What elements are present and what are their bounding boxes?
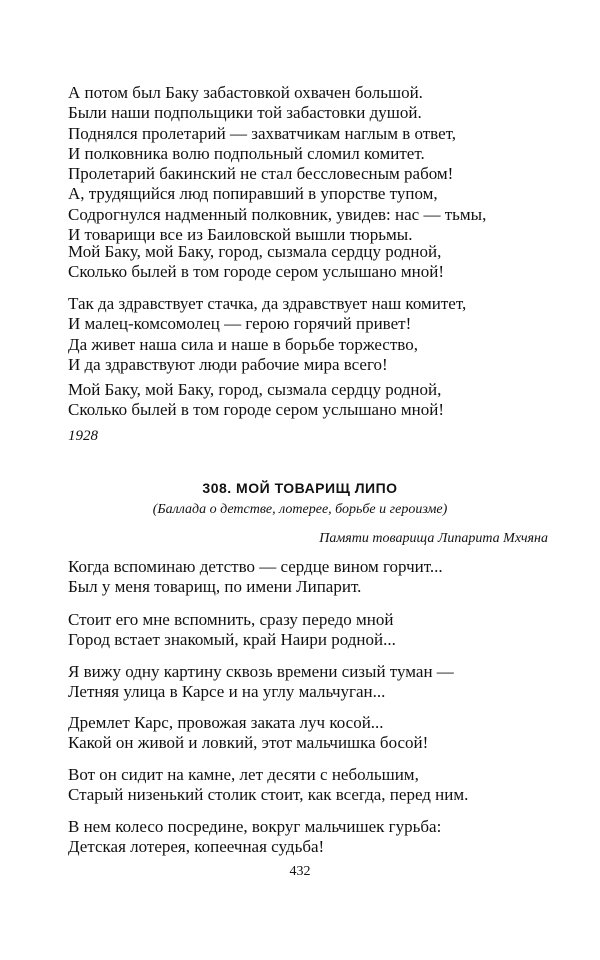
verse-line: Мой Баку, мой Баку, город, сызмала сердцу родной, <box>68 380 442 399</box>
verse-line: Я вижу одну картину сквозь времени сизый туман — <box>68 662 454 681</box>
verse-line: А потом был Баку забастовкой охвачен большой. <box>68 83 423 102</box>
ballad-stanza-3 <box>68 662 568 703</box>
verse-line: Стоит его мне вспомнить, сразу передо мной <box>68 610 394 629</box>
ballad-stanza-2 <box>68 610 568 651</box>
verse-line: И да здравствуют люди рабочие мира всего! <box>68 354 388 374</box>
poem-dedication: Памяти товарища Липарита Мхчяна <box>319 531 548 546</box>
poem-title: 308. МОЙ ТОВАРИЩ ЛИПО <box>202 480 398 496</box>
ballad-stanza-5 <box>68 765 568 806</box>
verse-line: Летняя улица в Карсе и на углу мальчуган... <box>68 682 386 702</box>
verse-line: Какой он живой и ловкий, этот мальчишка босой! <box>68 733 429 753</box>
verse-line: И товарищи все из Баиловской вышли тюрьмы. <box>68 225 413 245</box>
verse-line: Так да здравствует стачка, да здравствует наш комитет, <box>68 294 467 313</box>
stanza-1 <box>68 83 568 245</box>
verse-line: Вот он сидит на камне, лет десяти с небольшим, <box>68 765 419 784</box>
stanza-4 <box>68 380 568 421</box>
verse-line: Дремлет Карс, провожая заката луч косой... <box>68 713 384 732</box>
poem-year: 1928 <box>68 428 98 444</box>
stanza-3 <box>68 294 568 375</box>
ballad-stanza-1 <box>68 557 568 598</box>
verse-line: Старый низенький столик стоит, как всегда, перед ним. <box>68 785 469 805</box>
verse-line: Мой Баку, мой Баку, город, сызмала сердцу родной, <box>68 242 442 261</box>
verse-line: Пролетарий бакинский не стал бессловесным рабом! <box>68 164 454 184</box>
verse-line: И полковника волю подпольный сломил комитет. <box>68 143 425 163</box>
verse-line: Были наши подпольщики той забастовки душой. <box>68 103 422 123</box>
verse-line: Содрогнулся надменный полковник, увидев: нас — тьмы, <box>68 204 487 224</box>
verse-line: Сколько былей в том городе сером услышано мной! <box>68 262 445 282</box>
poem-subtitle: (Баллада о детстве, лотерее, борьбе и героизме) <box>152 502 448 517</box>
verse-line: А, трудящийся люд попиравший в упорстве тупом, <box>68 184 438 204</box>
verse-line: Когда вспоминаю детство — сердце вином горчит... <box>68 557 443 576</box>
ballad-stanza-6 <box>68 817 568 858</box>
verse-line: Сколько былей в том городе сером услышано мной! <box>68 400 445 420</box>
ballad-stanza-4 <box>68 713 568 754</box>
verse-line: Да живет наша сила и наше в борьбе торжество, <box>68 334 418 354</box>
verse-line: Детская лотерея, копеечная судьба! <box>68 837 325 857</box>
verse-line: Был у меня товарищ, по имени Липарит. <box>68 577 362 597</box>
verse-line: И малец-комсомолец — герою горячий привет! <box>68 314 412 334</box>
verse-line: В нем колесо посредине, вокруг мальчишек гурьба: <box>68 817 442 836</box>
stanza-2 <box>68 242 568 283</box>
verse-line: Поднялся пролетарий — захватчикам наглым в ответ, <box>68 123 457 143</box>
page-number: 432 <box>289 864 311 879</box>
verse-line: Город встает знакомый, край Наири родной... <box>68 630 396 650</box>
